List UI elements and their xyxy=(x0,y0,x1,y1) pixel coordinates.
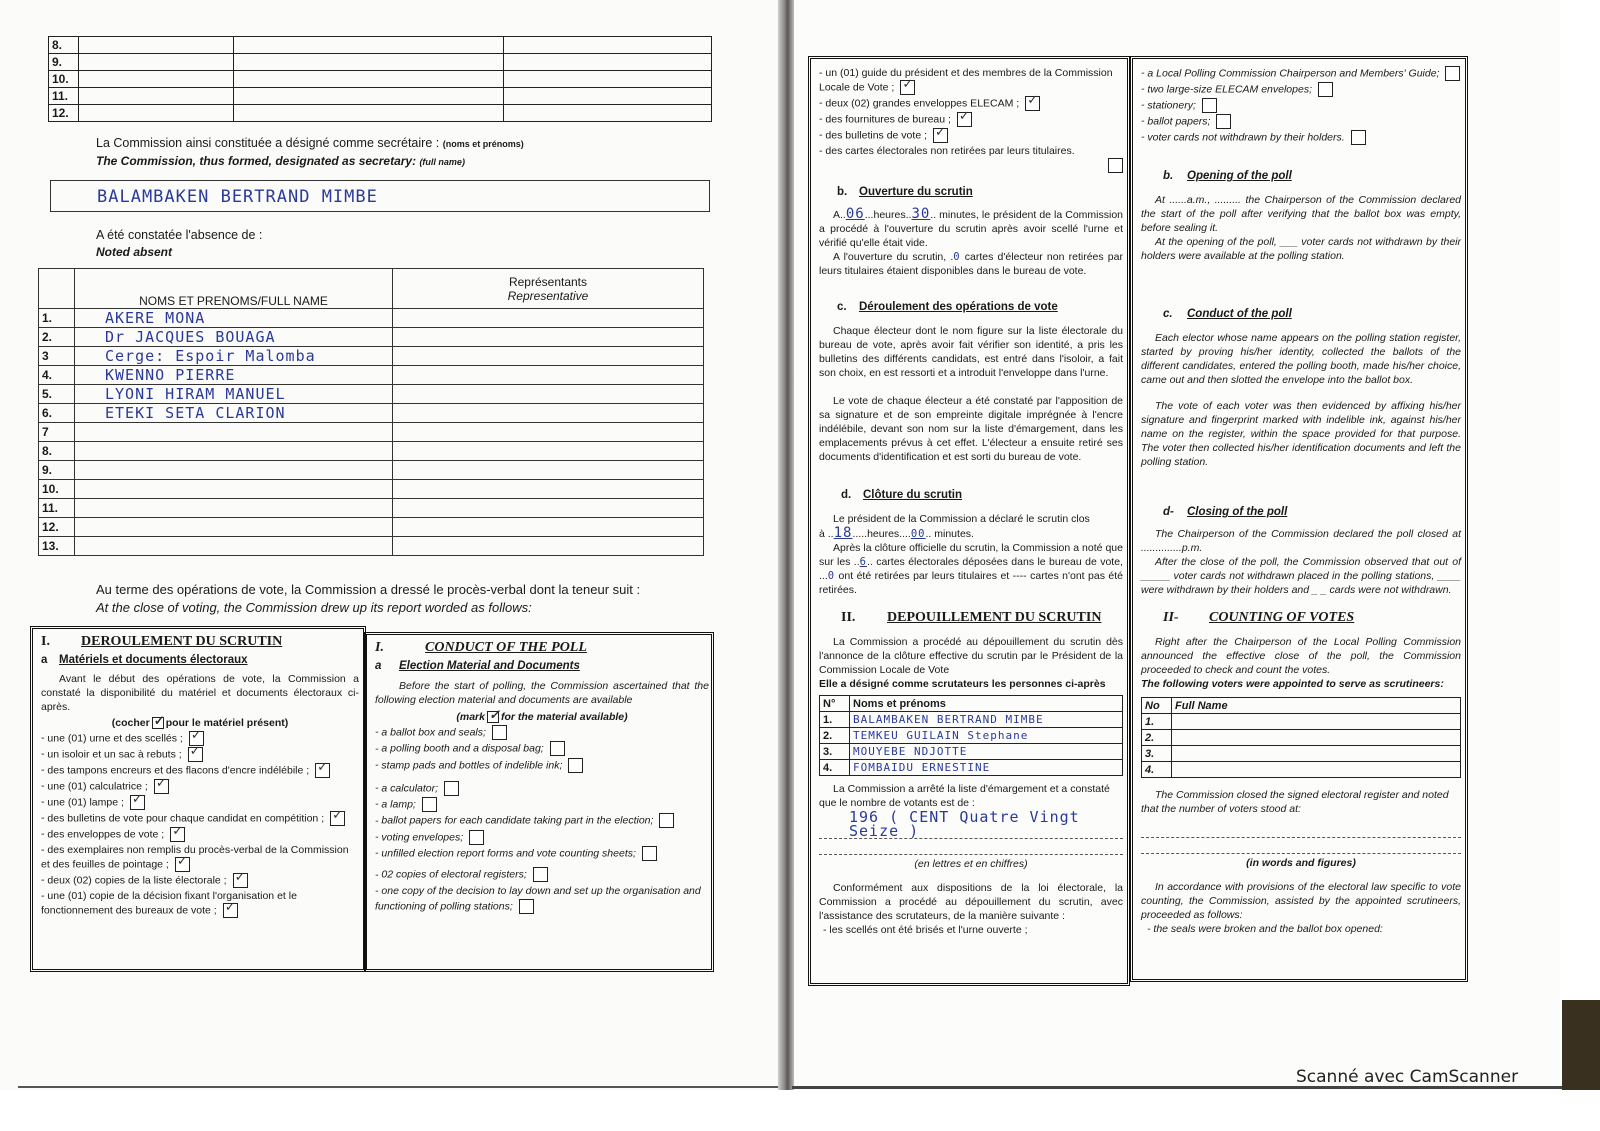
voters-count-field[interactable]: 196 ( CENT Quatre Vingt Seize ) xyxy=(819,810,1123,839)
list-item: - des bulletins de vote ;✓ xyxy=(819,128,1123,143)
background-edge xyxy=(1562,1000,1600,1090)
list-item: - un (01) guide du président et des membres de la Commission Locale de Vote ;✓ xyxy=(819,66,1123,95)
list-item: - unfilled election report forms and vote counting sheets; xyxy=(375,846,709,861)
checkbox[interactable] xyxy=(422,797,437,812)
scrutineers-label: Elle a désigné comme scrutateurs les personnes ci-après xyxy=(819,678,1106,690)
list-item: - 02 copies of electoral registers; xyxy=(375,867,709,882)
subsection-title: b. Ouverture du scrutin xyxy=(837,186,973,198)
closing-line: Le président de la Commission a déclaré le scrutin clos xyxy=(833,513,1090,525)
section-title: I. CONDUCT OF THE POLL xyxy=(375,640,587,655)
subsection-title: d. Clôture du scrutin xyxy=(841,489,963,501)
section-conduct-fr xyxy=(30,626,366,972)
checkbox[interactable] xyxy=(175,857,190,872)
right-page-en-column xyxy=(1130,56,1468,982)
list-item: - deux (02) grandes enveloppes ELECAM ;✓ xyxy=(819,96,1123,111)
list-item: - a ballot box and seals; xyxy=(375,725,709,740)
checkbox[interactable] xyxy=(659,813,674,828)
checkbox[interactable] xyxy=(1318,82,1333,97)
scrutineers-table-fr: N° Noms et prénoms 1. BALAMBAKEN BERTRAND MIMBE 2. TEMKEU GUILAIN Stephane 3. MOUYEBE NDJOTTE 4. FOMBAIDU ERNESTINE xyxy=(819,695,1123,776)
table-row: 10. xyxy=(49,71,712,88)
checkbox[interactable] xyxy=(550,741,565,756)
counting-paragraph: Right after the Chairperson of the Local Polling Commission announced the effective close of the poll, the Commission proceeded to check and count the votes. xyxy=(1141,636,1461,676)
closing-paragraph-1: The Chairperson of the Commission declared the poll closed at ..............p.m. xyxy=(1141,528,1461,554)
register-text: The Commission closed the signed electoral register and noted that the number of voters stood at: xyxy=(1141,789,1449,815)
cards-withdrawn-field[interactable]: 0 xyxy=(827,570,836,582)
conduct-paragraph-1: Chaque électeur dont le nom figure sur la liste électorale du bureau de vote, après avoir fait vérifier son identité, a pris les bulletins des différents candidats, est entré dans l'isoloir, a fait son choix, en est ressorti et a introduit l'enveloppe dans l'urne. xyxy=(819,325,1123,379)
counting-procedure-text: In accordance with provisions of the electoral law specific to vote counting, the Commission, assisted by the appointed scrutineers, proceeded as follows: xyxy=(1141,881,1461,921)
list-item: - ballot papers for each candidate taking part in the election; xyxy=(375,813,709,828)
register-text: La Commission a arrêté la liste d'émargement et a constaté que le nombre de votants est de : xyxy=(819,783,1110,809)
list-item: - des bulletins de vote pour chaque candidat en compétition ;✓ xyxy=(41,811,359,826)
book-spine xyxy=(778,0,794,1090)
materials-list-en-cont xyxy=(1141,66,1461,145)
materials-list-fr-cont xyxy=(819,66,1123,173)
table-row: 1. xyxy=(1142,714,1461,730)
table-row: 2. TEMKEU GUILAIN Stephane xyxy=(820,728,1123,744)
list-item: - a Local Polling Commission Chairperson and Members' Guide; xyxy=(1141,66,1461,81)
checkbox-icon xyxy=(152,717,164,729)
list-item: - des enveloppes de vote ;✓ xyxy=(41,827,359,842)
counting-step: - the seals were broken and the ballot box opened: xyxy=(1147,923,1383,935)
cards-deposited-field[interactable]: 6 xyxy=(859,556,867,568)
checkbox[interactable] xyxy=(233,873,248,888)
absent-members-table xyxy=(38,268,704,556)
intro-text: Avant le début des opérations de vote, la Commission a constaté la disponibilité du matériel et documents électoraux ci-après. xyxy=(41,673,359,713)
list-item: - a lamp; xyxy=(375,797,709,812)
table-row: 3. MOUYEBE NDJOTTE xyxy=(820,744,1123,760)
table-row: 7 xyxy=(39,423,704,442)
list-item: - stationery; xyxy=(1141,98,1461,113)
list-item: - ballot papers; xyxy=(1141,114,1461,129)
secretary-field[interactable] xyxy=(50,180,710,212)
list-item: - un isoloir et un sac à rebuts ;✓ xyxy=(41,747,359,762)
checkbox[interactable] xyxy=(519,899,534,914)
checkbox[interactable] xyxy=(170,827,185,842)
subsection-title: a Election Material and Documents xyxy=(375,660,580,672)
checkbox[interactable] xyxy=(1351,130,1366,145)
scrutineers-table-en: No Full Name 1. 2. 3. 4. xyxy=(1141,697,1461,778)
table-row: 3. xyxy=(1142,746,1461,762)
instruction: (mark ✓ for the material available) xyxy=(375,710,709,724)
checkbox[interactable] xyxy=(1445,66,1460,81)
list-item: - des cartes électorales non retirées par leurs titulaires. xyxy=(819,144,1123,173)
closing-time: à ..18.....heures....00.. minutes. xyxy=(819,525,974,541)
subsection-title: c. Déroulement des opérations de vote xyxy=(837,301,1058,313)
section-conduct-en xyxy=(364,632,714,972)
list-item: - des exemplaires non remplis du procès-verbal de la Commission et des feuilles de pointage ;✓ xyxy=(41,843,359,872)
conduct-paragraph-2: The vote of each voter was then evidenced by affixing his/her signature and fingerprint marked with indelible ink, against his/her name on the register, within the space provided for that purpose. The voter then collected his/her identification documents and left the polling station. xyxy=(1141,400,1461,468)
subsection-title: d- Closing of the poll xyxy=(1163,506,1288,518)
table-row: 4. KWENNO PIERRE xyxy=(39,366,704,385)
scrutineers-label: The following voters were appointed to serve as scrutineers: xyxy=(1141,678,1444,690)
secretary-label-fr: La Commission ainsi constituée a désigné comme secrétaire : (noms et prénoms) xyxy=(96,136,524,150)
closing-paragraph-2: After the close of the poll, the Commission observed that out of _____ voter cards not withdrawn placed in the polling stations, ____ were withdrawn by their holders and _ _ cards were not withdrawn. xyxy=(1141,556,1461,596)
column-header-name: NOMS ET PRENOMS/FULL NAME xyxy=(75,269,393,309)
opening-cards-field[interactable]: 0 xyxy=(953,251,961,263)
counting-step: - les scellés ont été brisés et l'urne ouverte ; xyxy=(823,924,1028,936)
column-header-representative: Représentants Representative xyxy=(393,269,704,309)
right-page-fr-column xyxy=(808,56,1130,986)
list-item: - voter cards not withdrawn by their holders. xyxy=(1141,130,1461,145)
voters-note: (en lettres et en chiffres) xyxy=(914,858,1028,870)
instruction: (cocher ✓ pour le matériel présent) xyxy=(41,716,359,730)
closing-intro-fr: Au terme des opérations de vote, la Commission a dressé le procès-verbal dont la teneur suit : xyxy=(96,582,641,597)
subsection-title: c. Conduct of the poll xyxy=(1163,308,1292,320)
conduct-paragraph-2: Le vote de chaque électeur a été constaté par l'apposition de sa signature et de son empreinte digitale imprégnée à l'encre indélébile, devant son nom sur la liste d'émargement, dans les emplacements prévus à cet effet. L'électeur a ensuite retiré ses documents d'identification et est sorti du bureau de vote. xyxy=(819,395,1123,463)
checkbox[interactable] xyxy=(188,747,203,762)
table-row: 9. xyxy=(39,461,704,480)
closing-minutes-field[interactable]: 00 xyxy=(910,528,926,540)
table-row: 13. xyxy=(39,537,704,556)
checkbox[interactable] xyxy=(469,830,484,845)
checkbox[interactable] xyxy=(533,867,548,882)
intro-text: Before the start of polling, the Commission ascertained that the following election material and documents are available xyxy=(375,680,709,706)
table-row: 4. xyxy=(1142,762,1461,778)
checkbox[interactable] xyxy=(1216,114,1231,129)
table-row: 5. LYONI HIRAM MANUEL xyxy=(39,385,704,404)
counting-paragraph: La Commission a procédé au dépouillement du scrutin dès l'annonce de la clôture effective du scrutin par le Président de la Commission Locale de Vote xyxy=(819,636,1123,676)
checkbox[interactable] xyxy=(1025,96,1040,111)
list-item: - a calculator; xyxy=(375,781,709,796)
checkbox[interactable] xyxy=(568,758,583,773)
list-item: - des tampons encreurs et des flacons d'encre indélébile ;✓ xyxy=(41,763,359,778)
table-row: 2. Dr JACQUES BOUAGA xyxy=(39,328,704,347)
table-row: 9. xyxy=(49,54,712,71)
materials-list-en xyxy=(375,725,709,914)
table-row: 3 Cerge: Espoir Malomba xyxy=(39,347,704,366)
closing-cards-text: Après la clôture officielle du scrutin, la Commission a noté que sur les ..6.. cartes électorales déposées dans le bureau de vote, ...0 ont été retirées par leurs titulaires et ---- cartes n'ont pas été retirées. xyxy=(819,542,1124,596)
subsection-title: b. Opening of the poll xyxy=(1163,170,1292,182)
counting-procedure-text: Conformément aux dispositions de la loi électorale, la Commission a procédé au dépouillement du scrutin, avec l'assistance des scrutateurs, de la manière suivante : xyxy=(819,882,1123,922)
conduct-paragraph-1: Each elector whose name appears on the polling station register, started by proving his/her identity, collected the ballots of the different candidates, entered the polling booth, made his/her choice, came out and then slotted the envelope into the ballot box. xyxy=(1141,332,1461,386)
list-item: - stamp pads and bottles of indelible ink; xyxy=(375,758,709,773)
table-row: 8. xyxy=(49,37,712,54)
table-row: 11. xyxy=(39,499,704,518)
list-item: - une (01) lampe ;✓ xyxy=(41,795,359,810)
list-item: - one copy of the decision to lay down and set up the organisation and functioning of polling stations; xyxy=(375,884,709,914)
checkbox[interactable] xyxy=(1108,158,1123,173)
list-item: - une (01) copie de la décision fixant l'organisation et le fonctionnement des bureaux de vote ;✓ xyxy=(41,889,359,918)
members-table-continued xyxy=(48,36,712,122)
table-row: 8. xyxy=(39,442,704,461)
checkbox[interactable] xyxy=(492,725,507,740)
opening-cards-text: A l'ouverture du scrutin, .0 cartes d'électeur non retirées par leurs titulaires étaient disponibles dans le bureau de vote. xyxy=(819,251,1123,277)
materials-list-fr xyxy=(41,731,359,918)
absence-label-fr: A été constatée l'absence de : xyxy=(96,228,263,242)
absence-label-en: Noted absent xyxy=(96,245,173,259)
checkbox[interactable] xyxy=(933,128,948,143)
list-item: - deux (02) copies de la liste électorale ;✓ xyxy=(41,873,359,888)
table-row: 4. FOMBAIDU ERNESTINE xyxy=(820,760,1123,776)
checkbox[interactable] xyxy=(642,846,657,861)
table-row: 1. AKERE MONA xyxy=(39,309,704,328)
checkbox-icon xyxy=(487,711,499,723)
section-title: I. DEROULEMENT DU SCRUTIN xyxy=(41,634,283,649)
checkbox[interactable] xyxy=(315,763,330,778)
checkbox[interactable] xyxy=(154,779,169,794)
opening-minutes-field[interactable]: 30 xyxy=(911,206,931,222)
table-row: 12. xyxy=(39,518,704,537)
checkbox[interactable] xyxy=(223,903,238,918)
table-row: 11. xyxy=(49,88,712,105)
opening-text: A..06...heures..30.. minutes, le président de la Commission a procédé à l'ouverture du scrutin après avoir scellé l'urne et vérifié qu'elle était vide. xyxy=(819,206,1123,249)
table-row: 1. BALAMBAKEN BERTRAND MIMBE xyxy=(820,712,1123,728)
table-row: 12. xyxy=(49,105,712,122)
table-row: 6. ETEKI SETA CLARION xyxy=(39,404,704,423)
page-edge xyxy=(18,1086,778,1088)
table-row: 2. xyxy=(1142,730,1461,746)
closing-hours-field[interactable]: 18 xyxy=(833,525,853,541)
section-title: II- COUNTING OF VOTES xyxy=(1163,610,1355,625)
list-item: - voting envelopes; xyxy=(375,830,709,845)
list-item: - une (01) calculatrice ;✓ xyxy=(41,779,359,794)
checkbox[interactable] xyxy=(1202,98,1217,113)
checkbox[interactable] xyxy=(444,781,459,796)
list-item: - two large-size ELECAM envelopes; xyxy=(1141,82,1461,97)
checkbox[interactable] xyxy=(130,795,145,810)
voters-note: (in words and figures) xyxy=(1246,857,1356,869)
list-item: - a polling booth and a disposal bag; xyxy=(375,741,709,756)
checkbox[interactable] xyxy=(330,811,345,826)
scanner-watermark: Scanné avec CamScanner xyxy=(1296,1067,1519,1087)
opening-paragraph-1: At ......a.m., ......... the Chairperson of the Commission declared the start of the poll after verifying that the ballot box was empty, before sealing it. xyxy=(1141,194,1461,234)
secretary-label-en: The Commission, thus formed, designated as secretary: (full name) xyxy=(96,154,465,168)
list-item: - une (01) urne et des scellés ;✓ xyxy=(41,731,359,746)
table-row: 10. xyxy=(39,480,704,499)
opening-hours-field[interactable]: 06 xyxy=(845,206,865,222)
checkbox[interactable] xyxy=(957,112,972,127)
section-title: II. DEPOUILLEMENT DU SCRUTIN xyxy=(841,610,1102,625)
closing-intro-en: At the close of voting, the Commission drew up its report worded as follows: xyxy=(96,600,532,615)
voters-count-field[interactable] xyxy=(1141,824,1461,838)
secretary-name: BALAMBAKEN BERTRAND MIMBE xyxy=(97,187,378,207)
list-item: - des fournitures de bureau ;✓ xyxy=(819,112,1123,127)
checkbox[interactable] xyxy=(900,80,915,95)
subsection-title: a Matériels et documents électoraux xyxy=(41,654,248,666)
opening-paragraph-2: At the opening of the poll, ___ voter cards not withdrawn by their holders were available at the polling station. xyxy=(1141,236,1461,262)
